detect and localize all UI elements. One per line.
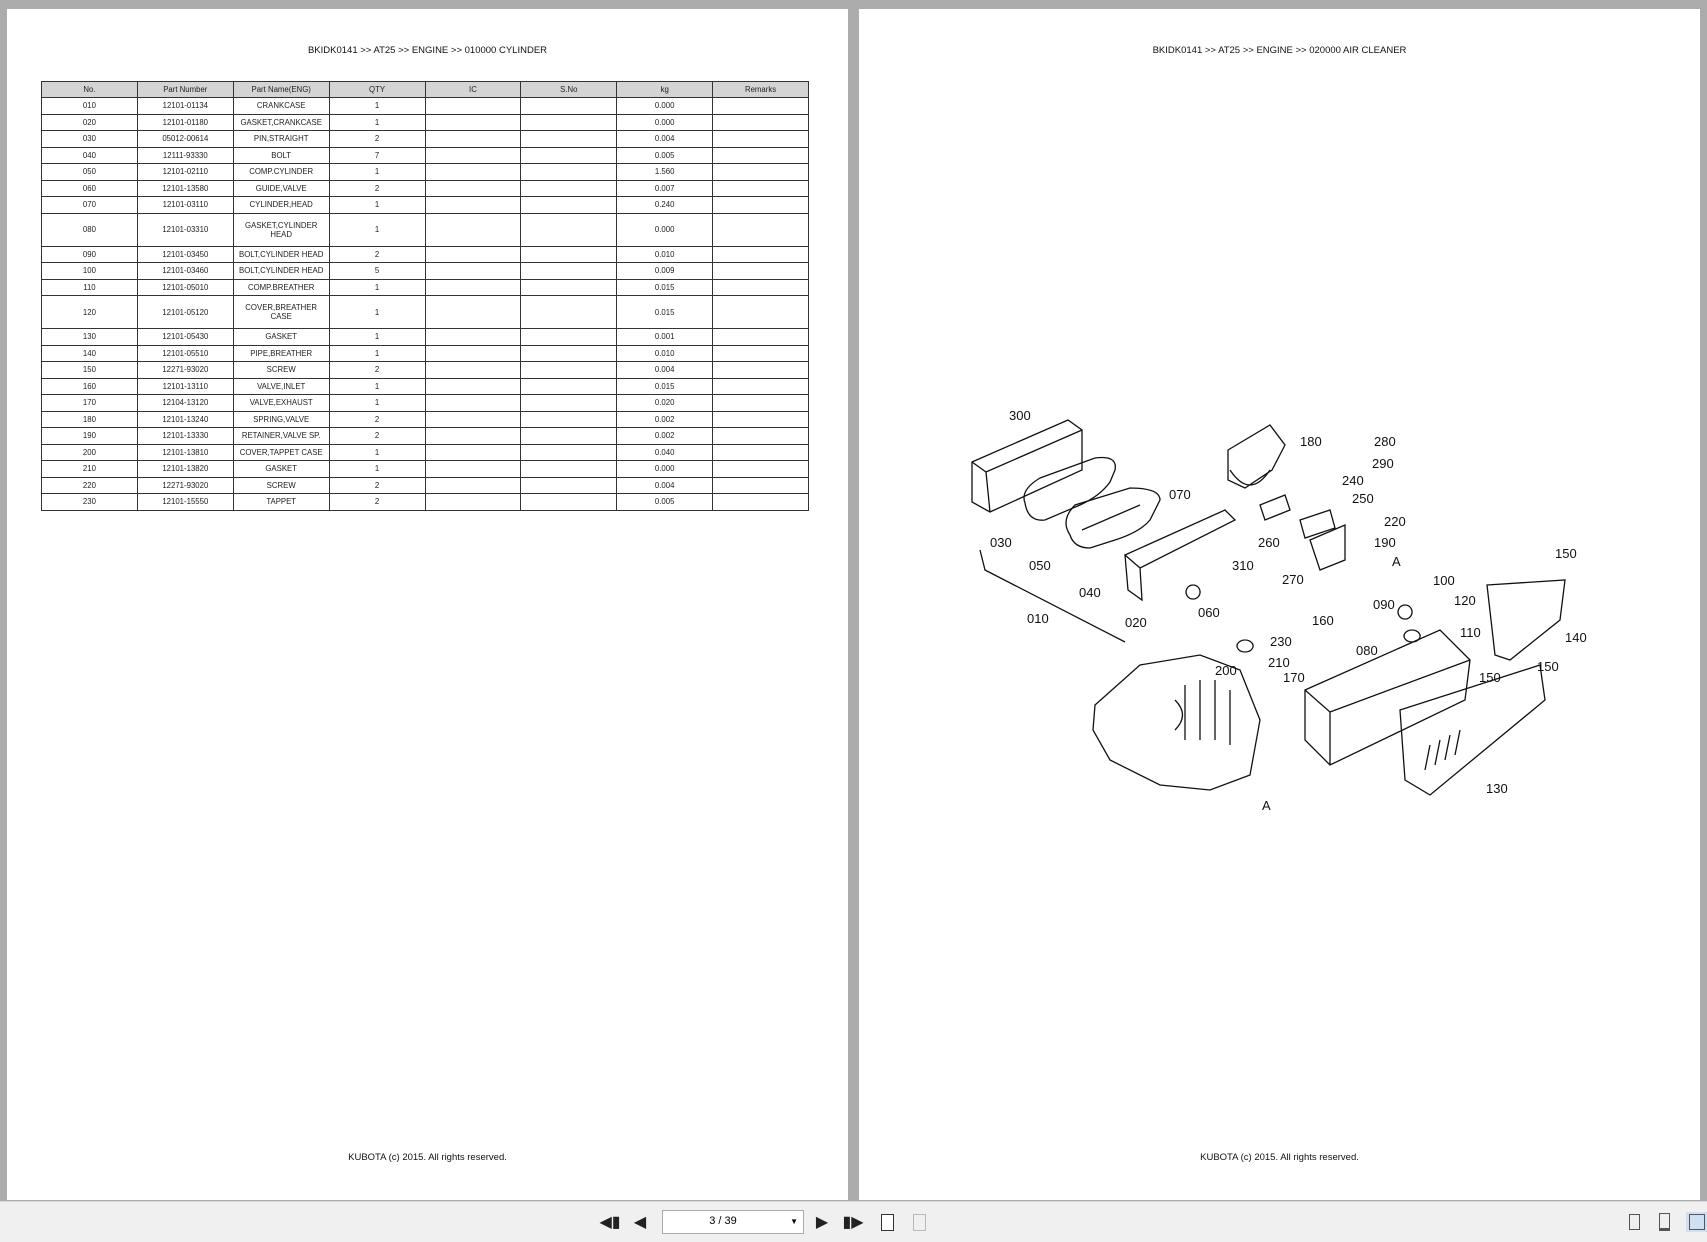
- table-cell: 130: [42, 329, 138, 346]
- table-row: [42, 362, 809, 379]
- table-cell: 210: [42, 461, 138, 478]
- diagram-part-label: 040: [1079, 585, 1101, 600]
- table-cell: 0.004: [617, 477, 713, 494]
- parts-table: [41, 81, 809, 511]
- table-cell: 12271-93020: [137, 362, 233, 379]
- page-number-input[interactable]: [662, 1210, 804, 1234]
- table-cell: 0.004: [617, 362, 713, 379]
- last-page-icon: ▮▶: [842, 1214, 864, 1231]
- table-cell: [521, 213, 617, 246]
- diagram-part-label: 090: [1373, 597, 1395, 612]
- diagram-part-label: 180: [1300, 434, 1322, 449]
- diagram-part-label: 100: [1433, 573, 1455, 588]
- table-cell: CRANKCASE: [233, 98, 329, 115]
- table-cell: GASKET,CYLINDER HEAD: [233, 213, 329, 246]
- table-cell: [425, 114, 521, 131]
- page-indicator: 3 / 39: [709, 1215, 737, 1227]
- table-cell: 200: [42, 444, 138, 461]
- table-cell: [521, 296, 617, 329]
- rotate-back-button[interactable]: [909, 1212, 929, 1232]
- diagram-part-label: 120: [1454, 593, 1476, 608]
- table-row: [42, 180, 809, 197]
- column-header: Remarks: [713, 82, 809, 98]
- table-cell: 12101-05010: [137, 279, 233, 296]
- diagram-part-label: 080: [1356, 643, 1378, 658]
- table-row: [42, 461, 809, 478]
- prev-page-button[interactable]: [632, 1212, 648, 1232]
- table-cell: 12271-93020: [137, 477, 233, 494]
- diagram-part-label: 210: [1268, 655, 1290, 670]
- table-cell: 1: [329, 461, 425, 478]
- table-cell: 020: [42, 114, 138, 131]
- table-cell: [425, 180, 521, 197]
- table-cell: [521, 362, 617, 379]
- table-cell: [713, 428, 809, 445]
- table-cell: 12101-05430: [137, 329, 233, 346]
- table-cell: [425, 147, 521, 164]
- page-footer: KUBOTA (c) 2015. All rights reserved.: [348, 1152, 507, 1163]
- table-cell: [425, 362, 521, 379]
- table-cell: [425, 378, 521, 395]
- table-cell: 0.010: [617, 345, 713, 362]
- diagram-part-label: 240: [1342, 473, 1364, 488]
- table-cell: 150: [42, 362, 138, 379]
- diagram-part-label: 230: [1270, 634, 1292, 649]
- table-cell: 080: [42, 213, 138, 246]
- table-cell: [521, 345, 617, 362]
- table-cell: [521, 395, 617, 412]
- table-cell: 0.004: [617, 131, 713, 148]
- table-cell: [713, 411, 809, 428]
- next-page-button[interactable]: [814, 1212, 830, 1232]
- table-cell: 0.015: [617, 296, 713, 329]
- page-header: BKIDK0141 >> AT25 >> ENGINE >> 020000 AIR CLEANER: [1152, 45, 1407, 56]
- table-cell: 0.000: [617, 98, 713, 115]
- table-cell: 2: [329, 411, 425, 428]
- table-cell: 140: [42, 345, 138, 362]
- table-cell: 12101-03450: [137, 246, 233, 263]
- diagram-part-label: 290: [1372, 456, 1394, 471]
- table-cell: 12101-13110: [137, 378, 233, 395]
- table-cell: GUIDE,VALVE: [233, 180, 329, 197]
- first-page-icon: ◀▮: [599, 1214, 621, 1231]
- table-cell: 2: [329, 494, 425, 511]
- table-cell: [521, 378, 617, 395]
- table-cell: [713, 444, 809, 461]
- table-cell: [425, 428, 521, 445]
- table-cell: [521, 329, 617, 346]
- table-cell: 170: [42, 395, 138, 412]
- two-page-icon: [1689, 1214, 1705, 1230]
- table-cell: [713, 494, 809, 511]
- table-row: [42, 494, 809, 511]
- table-row: [42, 395, 809, 412]
- column-header: No.: [42, 82, 138, 98]
- table-cell: GASKET: [233, 461, 329, 478]
- table-cell: [521, 131, 617, 148]
- table-cell: 090: [42, 246, 138, 263]
- table-cell: [425, 444, 521, 461]
- table-cell: 2: [329, 428, 425, 445]
- column-header: QTY: [329, 82, 425, 98]
- table-row: [42, 345, 809, 362]
- diagram-part-label: 160: [1312, 613, 1334, 628]
- continuous-view-button[interactable]: [1656, 1212, 1672, 1232]
- table-cell: COVER,TAPPET CASE: [233, 444, 329, 461]
- table-cell: [713, 345, 809, 362]
- diagram-part-label: 110: [1460, 625, 1481, 640]
- table-cell: 180: [42, 411, 138, 428]
- last-page-button[interactable]: [843, 1212, 863, 1232]
- diagram-part-label: 010: [1027, 611, 1049, 626]
- table-cell: 2: [329, 131, 425, 148]
- table-cell: [425, 279, 521, 296]
- column-header: S.No: [521, 82, 617, 98]
- chevron-down-icon[interactable]: ▼: [790, 1217, 798, 1226]
- table-cell: 160: [42, 378, 138, 395]
- table-row: [42, 296, 809, 329]
- column-header: Part Number: [137, 82, 233, 98]
- table-cell: [713, 477, 809, 494]
- diagram-part-label: 220: [1384, 514, 1406, 529]
- table-cell: [425, 296, 521, 329]
- two-page-view-button[interactable]: [1686, 1212, 1707, 1232]
- diagram-part-label: A: [1392, 554, 1401, 569]
- table-cell: 0.001: [617, 329, 713, 346]
- table-cell: [713, 147, 809, 164]
- table-cell: 1: [329, 197, 425, 214]
- table-cell: [521, 246, 617, 263]
- table-cell: [425, 131, 521, 148]
- table-cell: [713, 279, 809, 296]
- table-cell: 12101-05120: [137, 296, 233, 329]
- table-cell: 0.007: [617, 180, 713, 197]
- diagram-part-label: 060: [1198, 605, 1220, 620]
- table-row: [42, 329, 809, 346]
- pdf-page-right: [859, 9, 1700, 1200]
- table-cell: [521, 147, 617, 164]
- table-cell: GASKET,CRANKCASE: [233, 114, 329, 131]
- diagram-part-label: 050: [1029, 558, 1051, 573]
- table-cell: BOLT: [233, 147, 329, 164]
- continuous-page-icon: [1659, 1213, 1670, 1231]
- table-cell: BOLT,CYLINDER HEAD: [233, 246, 329, 263]
- table-cell: 0.020: [617, 395, 713, 412]
- table-cell: 060: [42, 180, 138, 197]
- single-page-view-button[interactable]: [1626, 1212, 1642, 1232]
- table-cell: [713, 362, 809, 379]
- table-cell: 12101-13820: [137, 461, 233, 478]
- table-cell: [425, 263, 521, 280]
- table-cell: [713, 246, 809, 263]
- table-cell: 0.015: [617, 378, 713, 395]
- table-cell: VALVE,EXHAUST: [233, 395, 329, 412]
- table-cell: 1: [329, 98, 425, 115]
- table-cell: 12101-13580: [137, 180, 233, 197]
- table-cell: 030: [42, 131, 138, 148]
- table-cell: 12101-02110: [137, 164, 233, 181]
- table-cell: [425, 246, 521, 263]
- table-cell: [521, 114, 617, 131]
- table-cell: 1.560: [617, 164, 713, 181]
- diagram-part-label: 260: [1258, 535, 1280, 550]
- diagram-part-label: 310: [1232, 558, 1254, 573]
- table-cell: [425, 197, 521, 214]
- table-cell: 12101-05510: [137, 345, 233, 362]
- table-cell: [425, 411, 521, 428]
- diagram-part-label: 170: [1283, 670, 1305, 685]
- table-cell: [425, 329, 521, 346]
- page-rotate-icon: [881, 1214, 894, 1231]
- table-row: [42, 411, 809, 428]
- table-cell: [425, 477, 521, 494]
- table-cell: 0.000: [617, 461, 713, 478]
- diagram-part-label: 270: [1282, 572, 1304, 587]
- table-row: [42, 246, 809, 263]
- table-cell: 1: [329, 329, 425, 346]
- table-cell: [425, 164, 521, 181]
- table-row: [42, 164, 809, 181]
- table-cell: [713, 164, 809, 181]
- diagram-part-label: 070: [1169, 487, 1191, 502]
- table-cell: 7: [329, 147, 425, 164]
- table-cell: 010: [42, 98, 138, 115]
- table-cell: [713, 180, 809, 197]
- pdf-page-left: [7, 9, 848, 1200]
- table-cell: [521, 494, 617, 511]
- table-cell: 070: [42, 197, 138, 214]
- table-cell: 1: [329, 345, 425, 362]
- table-cell: 0.005: [617, 494, 713, 511]
- table-cell: 1: [329, 395, 425, 412]
- table-row: [42, 197, 809, 214]
- table-row: [42, 114, 809, 131]
- prev-page-icon: ◀: [633, 1214, 647, 1231]
- diagram-part-label: 300: [1009, 408, 1031, 423]
- table-row: [42, 444, 809, 461]
- first-page-button[interactable]: [600, 1212, 620, 1232]
- table-cell: 100: [42, 263, 138, 280]
- table-cell: SCREW: [233, 362, 329, 379]
- table-cell: [521, 164, 617, 181]
- table-cell: [713, 461, 809, 478]
- table-cell: [521, 477, 617, 494]
- table-cell: 230: [42, 494, 138, 511]
- table-cell: 12101-01180: [137, 114, 233, 131]
- table-row: [42, 213, 809, 246]
- table-cell: COMP.CYLINDER: [233, 164, 329, 181]
- table-cell: 12101-03310: [137, 213, 233, 246]
- table-cell: 1: [329, 279, 425, 296]
- rotate-page-button[interactable]: [877, 1212, 897, 1232]
- diagram-part-label: 250: [1352, 491, 1374, 506]
- table-cell: 12101-13330: [137, 428, 233, 445]
- table-header-row: [42, 82, 809, 98]
- page-header: BKIDK0141 >> AT25 >> ENGINE >> 010000 CYLINDER: [307, 45, 548, 56]
- table-cell: 1: [329, 444, 425, 461]
- table-cell: [425, 345, 521, 362]
- table-cell: 0.015: [617, 279, 713, 296]
- table-cell: 05012-00614: [137, 131, 233, 148]
- table-cell: [713, 213, 809, 246]
- table-cell: 120: [42, 296, 138, 329]
- table-cell: COMP.BREATHER: [233, 279, 329, 296]
- table-cell: [521, 98, 617, 115]
- table-cell: 190: [42, 428, 138, 445]
- table-cell: [425, 494, 521, 511]
- table-cell: PIPE,BREATHER: [233, 345, 329, 362]
- table-cell: 1: [329, 213, 425, 246]
- diagram-part-label: 280: [1374, 434, 1396, 449]
- table-cell: 12101-01134: [137, 98, 233, 115]
- column-header: IC: [425, 82, 521, 98]
- page-footer: KUBOTA (c) 2015. All rights reserved.: [1200, 1152, 1359, 1163]
- table-cell: 0.002: [617, 428, 713, 445]
- table-cell: [521, 180, 617, 197]
- diagram-part-label: 030: [990, 535, 1012, 550]
- table-cell: 1: [329, 114, 425, 131]
- table-cell: 0.240: [617, 197, 713, 214]
- table-cell: 220: [42, 477, 138, 494]
- table-row: [42, 378, 809, 395]
- table-cell: [521, 461, 617, 478]
- table-cell: [713, 329, 809, 346]
- diagram-part-label: 140: [1565, 630, 1587, 645]
- table-cell: 2: [329, 477, 425, 494]
- table-cell: RETAINER,VALVE SP.: [233, 428, 329, 445]
- single-page-icon: [1629, 1214, 1640, 1230]
- diagram-part-label: 190: [1374, 535, 1396, 550]
- table-cell: 0.010: [617, 246, 713, 263]
- table-cell: SPRING,VALVE: [233, 411, 329, 428]
- table-cell: [713, 131, 809, 148]
- table-cell: [521, 263, 617, 280]
- table-cell: [521, 411, 617, 428]
- table-row: [42, 477, 809, 494]
- table-cell: [521, 279, 617, 296]
- table-cell: 12101-13240: [137, 411, 233, 428]
- table-cell: GASKET: [233, 329, 329, 346]
- table-cell: 1: [329, 378, 425, 395]
- diagram-part-label: 150: [1537, 659, 1559, 674]
- table-cell: 5: [329, 263, 425, 280]
- table-cell: 1: [329, 164, 425, 181]
- table-row: [42, 279, 809, 296]
- table-cell: PIN,STRAIGHT: [233, 131, 329, 148]
- table-row: [42, 131, 809, 148]
- table-row: [42, 263, 809, 280]
- table-cell: COVER,BREATHER CASE: [233, 296, 329, 329]
- table-cell: VALVE,INLET: [233, 378, 329, 395]
- diagram-part-label: 150: [1479, 670, 1501, 685]
- table-cell: 0.000: [617, 114, 713, 131]
- table-cell: 0.002: [617, 411, 713, 428]
- table-cell: 12101-03110: [137, 197, 233, 214]
- table-cell: [713, 98, 809, 115]
- column-header: kg: [617, 82, 713, 98]
- table-cell: [425, 213, 521, 246]
- table-cell: 0.000: [617, 213, 713, 246]
- table-row: [42, 98, 809, 115]
- table-cell: 110: [42, 279, 138, 296]
- diagram-part-label: 150: [1555, 546, 1577, 561]
- page-rotate-back-icon: [913, 1214, 926, 1231]
- table-cell: [425, 98, 521, 115]
- table-cell: 12111-93330: [137, 147, 233, 164]
- diagram-part-label: 200: [1215, 663, 1237, 678]
- table-cell: [521, 444, 617, 461]
- table-cell: [521, 197, 617, 214]
- diagram-part-label: 130: [1486, 781, 1508, 796]
- pdf-viewer-toolbar: [0, 1201, 1707, 1242]
- table-cell: TAPPET: [233, 494, 329, 511]
- table-cell: 12101-03460: [137, 263, 233, 280]
- column-header: Part Name(ENG): [233, 82, 329, 98]
- table-cell: [425, 395, 521, 412]
- next-page-icon: ▶: [815, 1214, 829, 1231]
- table-cell: 12104-13120: [137, 395, 233, 412]
- table-cell: [713, 378, 809, 395]
- diagram-part-label: A: [1262, 798, 1271, 813]
- table-cell: 0.009: [617, 263, 713, 280]
- table-row: [42, 428, 809, 445]
- table-cell: [713, 296, 809, 329]
- table-cell: BOLT,CYLINDER HEAD: [233, 263, 329, 280]
- table-cell: 0.040: [617, 444, 713, 461]
- table-cell: 2: [329, 362, 425, 379]
- table-cell: [713, 395, 809, 412]
- table-cell: [521, 428, 617, 445]
- table-cell: 040: [42, 147, 138, 164]
- table-cell: 2: [329, 180, 425, 197]
- table-cell: [713, 114, 809, 131]
- table-cell: [425, 461, 521, 478]
- table-cell: 0.005: [617, 147, 713, 164]
- table-row: [42, 147, 809, 164]
- table-cell: 12101-15550: [137, 494, 233, 511]
- table-cell: 2: [329, 246, 425, 263]
- table-cell: 1: [329, 296, 425, 329]
- table-cell: SCREW: [233, 477, 329, 494]
- table-cell: [713, 197, 809, 214]
- table-cell: 12101-13810: [137, 444, 233, 461]
- table-cell: [713, 263, 809, 280]
- table-cell: CYLINDER,HEAD: [233, 197, 329, 214]
- diagram-part-label: 020: [1125, 615, 1147, 630]
- table-cell: 050: [42, 164, 138, 181]
